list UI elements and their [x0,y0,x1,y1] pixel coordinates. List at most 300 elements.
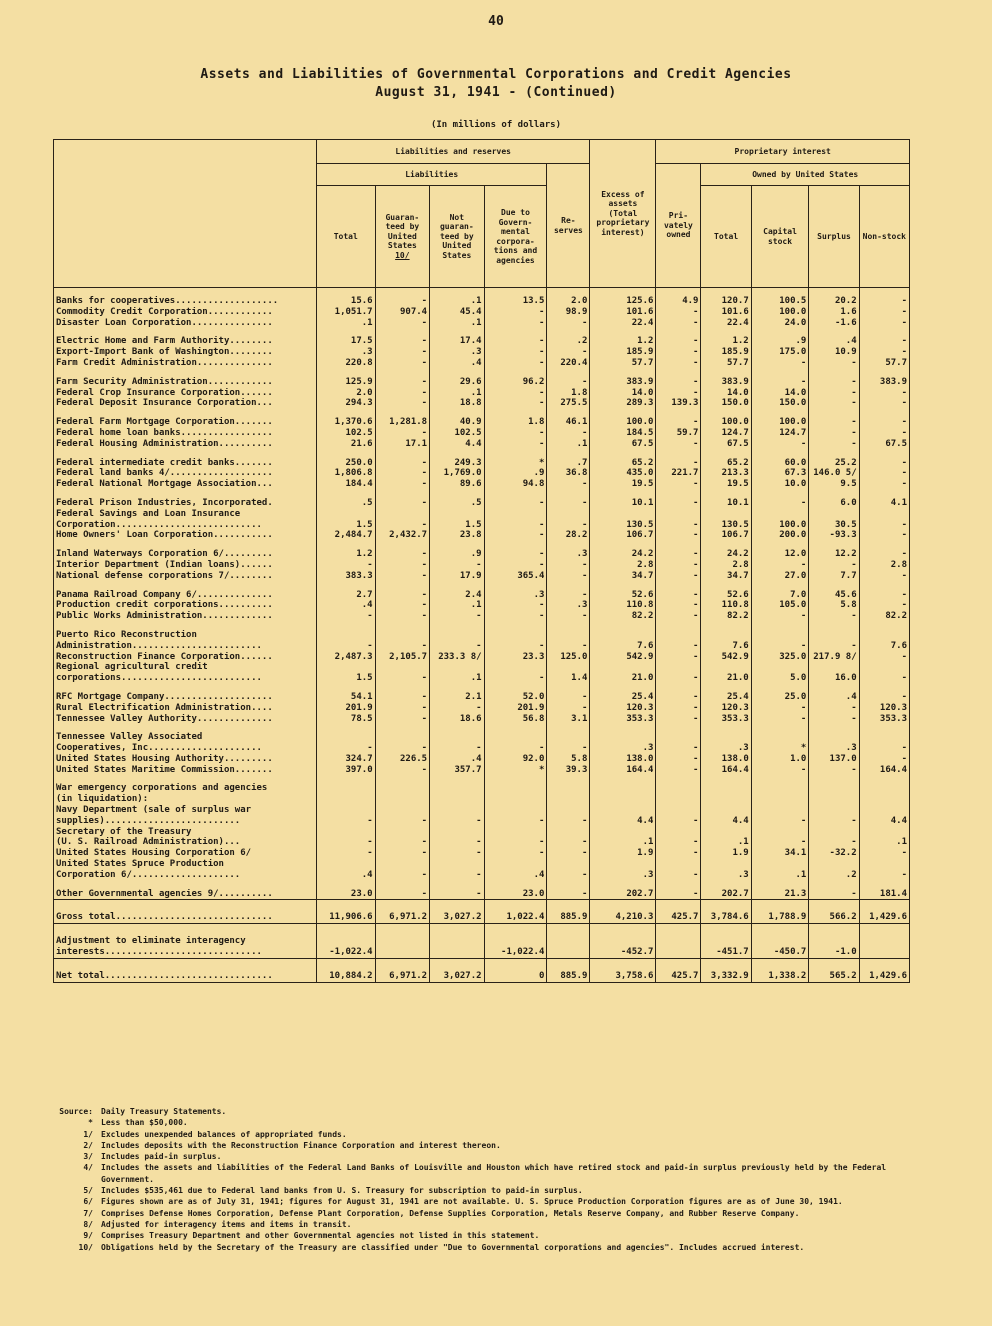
spacer-cell [656,582,701,590]
spacer-cell [430,924,484,937]
row-value: 1.2 [701,336,751,347]
row-value: 7.0 [751,590,809,601]
spacer-cell [375,622,429,630]
row-value [590,732,656,743]
row-value [859,794,909,805]
spacer-cell [751,328,809,336]
row-value: - [484,560,547,571]
spacer-cell [751,958,809,971]
row-value [430,859,484,870]
row-value: .9 [484,468,547,479]
row-value [590,783,656,794]
spacer-cell [656,369,701,377]
table-row [54,870,910,881]
spacer-row [54,490,910,498]
table-row [54,837,910,848]
row-value: .3 [547,549,590,560]
spacer-row [54,900,910,913]
row-value: 4.9 [656,296,701,307]
row-value: - [809,889,859,900]
row-value: - [809,560,859,571]
spacer-cell [590,924,656,937]
header-proprietary: Proprietary interest [656,140,910,164]
row-value: - [656,560,701,571]
spacer-cell [316,900,375,913]
row-value: 150.0 [751,398,809,409]
row-label: Corporation 6/.................... [54,870,317,881]
row-value: - [809,765,859,776]
spacer-row [54,724,910,732]
row-value: 11,906.6 [316,912,375,923]
row-value: .3 [701,870,751,881]
row-value: 175.0 [751,347,809,358]
row-value: 13.5 [484,296,547,307]
row-value [484,509,547,520]
row-value: - [859,417,909,428]
row-label: United States Housing Authority......... [54,754,317,765]
row-value: 7.6 [701,641,751,652]
row-value: - [547,870,590,881]
row-value: 1,051.7 [316,307,375,318]
spacer-cell [859,409,909,417]
row-value: - [547,560,590,571]
spacer-cell [547,900,590,913]
spacer-cell [701,622,751,630]
row-value [701,794,751,805]
row-value: 1,370.6 [316,417,375,428]
header-excess: Excess of assets (Total proprietary interest) [590,140,656,288]
page-title [0,66,992,102]
row-value: - [430,816,484,827]
footnote-key: 7/ [83,1208,93,1218]
spacer-cell [701,582,751,590]
row-value: 139.3 [656,398,701,409]
spacer-cell [547,328,590,336]
row-value: 353.3 [859,714,909,725]
row-value: 105.0 [751,600,809,611]
spacer-cell [590,684,656,692]
row-value: 275.5 [547,398,590,409]
spacer-cell [547,450,590,458]
row-value: -93.3 [809,530,859,541]
spacer-cell [859,622,909,630]
row-value: 3,758.6 [590,971,656,982]
row-value: .1 [547,439,590,450]
spacer-cell [316,924,375,937]
footnote [53,1117,933,1128]
row-value: - [430,848,484,859]
row-value: 21.6 [316,439,375,450]
table-row [54,947,910,958]
row-value: - [484,816,547,827]
row-value: - [430,560,484,571]
row-value: - [656,848,701,859]
row-value: 106.7 [701,530,751,541]
row-value: 10.0 [751,479,809,490]
row-value [316,783,375,794]
row-value [859,947,909,958]
row-value: 250.0 [316,458,375,469]
row-value: -1.6 [809,318,859,329]
spacer-cell [484,450,547,458]
table-row [54,714,910,725]
row-value [484,662,547,673]
table-row [54,388,910,399]
row-value: 353.3 [701,714,751,725]
spacer-cell [859,684,909,692]
row-value [375,859,429,870]
row-value: - [484,336,547,347]
spacer-cell [484,582,547,590]
row-value: 10.9 [809,347,859,358]
spacer-cell [547,582,590,590]
row-value: - [430,889,484,900]
spacer-cell [701,684,751,692]
spacer-cell [547,924,590,937]
spacer-cell [484,288,547,297]
row-value: 110.8 [701,600,751,611]
row-value: - [809,377,859,388]
row-value: - [484,428,547,439]
row-value: 4.4 [701,816,751,827]
row-value: 181.4 [859,889,909,900]
row-value [809,794,859,805]
row-value: .1 [751,870,809,881]
row-value: 1,429.6 [859,912,909,923]
row-value: - [375,889,429,900]
row-value: -451.7 [701,947,751,958]
spacer-cell [484,328,547,336]
spacer-cell [701,958,751,971]
spacer-row [54,775,910,783]
spacer-cell [859,288,909,297]
row-label: Farm Security Administration............ [54,377,317,388]
row-value [547,947,590,958]
row-value: - [751,358,809,369]
row-value: - [375,765,429,776]
row-value: - [484,439,547,450]
spacer-row [54,958,910,971]
row-value [430,662,484,673]
row-value: 4,210.3 [590,912,656,923]
row-value: 98.9 [547,307,590,318]
row-value: 10.1 [590,498,656,509]
spacer-cell [547,881,590,889]
row-value: - [375,479,429,490]
spacer-cell [430,958,484,971]
row-value: 3,027.2 [430,912,484,923]
row-value [375,794,429,805]
spacer-cell [54,288,317,297]
row-value [484,827,547,838]
row-value: - [656,673,701,684]
footnote-text: Includes $535,461 due to Federal land banks from U. S. Treasury for subscription to paid-in surplus. [101,1186,583,1196]
row-value [430,805,484,816]
row-value [430,827,484,838]
row-value: 19.5 [590,479,656,490]
table-row [54,936,910,947]
row-value [590,662,656,673]
row-value: 6.0 [809,498,859,509]
row-value: 185.9 [701,347,751,358]
spacer-cell [316,369,375,377]
row-value: 30.5 [809,520,859,531]
row-value: - [656,754,701,765]
row-value: - [859,652,909,663]
row-value: - [375,848,429,859]
row-value: 324.7 [316,754,375,765]
row-value [430,732,484,743]
spacer-cell [430,900,484,913]
table-row [54,509,910,520]
row-value: - [656,498,701,509]
header-liabilities: Liabilities [316,164,546,186]
row-value: - [547,743,590,754]
title-line-1: Assets and Liabilities of Governmental Corporations and Credit Agencies [200,67,792,82]
row-value: - [375,714,429,725]
row-value: - [375,837,429,848]
row-value: 39.3 [547,765,590,776]
row-label: Reconstruction Finance Corporation...... [54,652,317,663]
table-row [54,468,910,479]
row-value: 365.4 [484,571,547,582]
spacer-cell [375,490,429,498]
spacer-cell [656,328,701,336]
spacer-cell [701,541,751,549]
spacer-cell [751,881,809,889]
row-value: 120.3 [859,703,909,714]
spacer-cell [316,490,375,498]
table-row [54,611,910,622]
row-value: - [375,336,429,347]
spacer-cell [375,900,429,913]
row-value: .1 [316,318,375,329]
spacer-cell [751,775,809,783]
spacer-cell [316,724,375,732]
row-value: - [375,468,429,479]
row-value [751,509,809,520]
row-value: 907.4 [375,307,429,318]
row-value: 435.0 [590,468,656,479]
row-value: 92.0 [484,754,547,765]
row-value: 20.2 [809,296,859,307]
row-value: - [859,530,909,541]
table-row [54,848,910,859]
footnote-text: Includes the assets and liabilities of the Federal Land Banks of Louisville and Houston which have retired stock and paid-in surplus previously held by the Federal Government. [101,1163,887,1184]
spacer-cell [701,490,751,498]
spacer-cell [316,622,375,630]
row-value [547,662,590,673]
row-value: 150.0 [701,398,751,409]
row-value [316,827,375,838]
row-value: 101.6 [590,307,656,318]
row-value: - [430,870,484,881]
table-row [54,479,910,490]
row-value: 3,784.6 [701,912,751,923]
row-value: .5 [430,498,484,509]
row-value [656,947,701,958]
row-value: - [859,428,909,439]
row-value: - [656,358,701,369]
row-value: 130.5 [590,520,656,531]
row-value: 2,432.7 [375,530,429,541]
row-value: 125.6 [590,296,656,307]
row-value: 52.6 [590,590,656,601]
row-value: -452.7 [590,947,656,958]
row-label: Production credit corporations.......... [54,600,317,611]
row-value [859,662,909,673]
row-value [375,805,429,816]
row-value: 1,429.6 [859,971,909,982]
row-value: - [547,692,590,703]
row-value: 52.0 [484,692,547,703]
row-value: 29.6 [430,377,484,388]
spacer-cell [54,924,317,937]
row-value: - [859,468,909,479]
row-value: 120.3 [701,703,751,714]
row-value: .2 [809,870,859,881]
row-value: 0 [484,971,547,982]
row-value [430,936,484,947]
row-value [751,827,809,838]
row-value: 1.0 [751,754,809,765]
row-label: Banks for cooperatives................... [54,296,317,307]
row-value: - [656,336,701,347]
row-value: 2,487.3 [316,652,375,663]
header-due-to-gov: Due to Govern-mental corpora-tions and agencies [484,186,547,288]
spacer-cell [656,409,701,417]
table-row [54,743,910,754]
row-value: 383.9 [859,377,909,388]
row-value: 102.5 [430,428,484,439]
spacer-cell [54,369,317,377]
row-value: 383.9 [590,377,656,388]
footnote-key: Source: [59,1107,93,1116]
spacer-cell [701,775,751,783]
spacer-cell [54,582,317,590]
row-value: 5.0 [751,673,809,684]
spacer-cell [316,541,375,549]
header-total: Total [316,186,375,288]
row-value: .1 [430,673,484,684]
spacer-cell [547,622,590,630]
spacer-cell [54,775,317,783]
table-body [54,288,910,983]
row-value [430,509,484,520]
spacer-cell [809,775,859,783]
row-value: 100.0 [701,417,751,428]
spacer-cell [751,900,809,913]
spacer-cell [484,684,547,692]
row-value: - [656,307,701,318]
row-value: 102.5 [316,428,375,439]
row-value [859,859,909,870]
row-value: 213.3 [701,468,751,479]
row-value: - [859,296,909,307]
row-value: .7 [547,458,590,469]
row-value [656,732,701,743]
row-value: 57.7 [859,358,909,369]
spacer-cell [859,775,909,783]
footnote-key: 8/ [83,1219,93,1229]
row-value: 1.8 [547,388,590,399]
row-value: - [375,388,429,399]
row-value: - [859,600,909,611]
spacer-cell [316,288,375,297]
row-value: 565.2 [809,971,859,982]
row-value: 78.5 [316,714,375,725]
row-value [859,630,909,641]
spacer-cell [375,924,429,937]
row-value: - [547,848,590,859]
row-label: Interior Department (Indian loans)...... [54,560,317,571]
spacer-cell [859,541,909,549]
row-value: 21.3 [751,889,809,900]
spacer-cell [375,328,429,336]
spacer-cell [751,724,809,732]
spacer-cell [656,450,701,458]
row-value: 4.4 [590,816,656,827]
spacer-cell [590,958,656,971]
row-value: - [375,571,429,582]
spacer-cell [430,582,484,590]
row-value: - [859,318,909,329]
spacer-cell [809,490,859,498]
table-row [54,889,910,900]
footnote-text: Includes paid-in surplus. [101,1152,222,1162]
row-value: - [484,837,547,848]
spacer-cell [316,775,375,783]
spacer-cell [484,958,547,971]
row-value: 14.0 [701,388,751,399]
row-value: .9 [751,336,809,347]
row-value [375,827,429,838]
row-value: 15.6 [316,296,375,307]
row-value [656,783,701,794]
table-row [54,428,910,439]
row-value: - [656,765,701,776]
row-value: 202.7 [701,889,751,900]
row-value [316,859,375,870]
spacer-cell [859,328,909,336]
spacer-cell [375,684,429,692]
spacer-cell [316,450,375,458]
row-value: -1,022.4 [316,947,375,958]
spacer-cell [375,369,429,377]
row-value [375,947,429,958]
row-value: 383.3 [316,571,375,582]
row-value [590,805,656,816]
spacer-cell [375,409,429,417]
row-value: 23.3 [484,652,547,663]
row-value: 100.0 [751,307,809,318]
row-value: 249.3 [430,458,484,469]
spacer-cell [656,288,701,297]
spacer-cell [54,622,317,630]
row-value: .1 [590,837,656,848]
row-value: 146.0 5/ [809,468,859,479]
row-value [656,805,701,816]
row-value [701,509,751,520]
row-label: Federal Housing Administration.......... [54,439,317,450]
row-value: 1,806.8 [316,468,375,479]
row-value: - [859,590,909,601]
row-value: .4 [316,600,375,611]
table-row [54,641,910,652]
row-value: 14.0 [751,388,809,399]
row-value: 23.8 [430,530,484,541]
spacer-cell [54,541,317,549]
